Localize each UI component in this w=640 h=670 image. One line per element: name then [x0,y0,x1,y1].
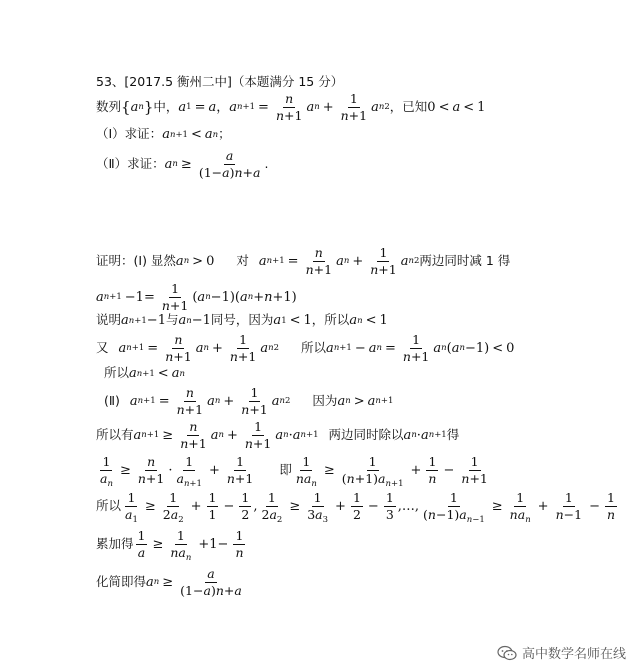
explain-b: 与 [165,312,179,328]
dui-text: 对 [236,252,249,268]
known-text: ，已知 [389,98,428,114]
solution-line-6: (Ⅱ) a n+1 = $\frac{n}{n+1}$ a n + $\frac{1}{n+1}$ a n 2 因为 a n > a n+1 [104,385,394,417]
de-text: 得 [446,426,460,442]
solution-line-2: a n+1 −1= $\frac{1}{n+1}$ ( a n −1)( a n + n +1) [96,281,297,313]
suoyi-text: 所以 [301,339,327,355]
explain-d: ，所以 [311,312,350,328]
proof-label: 证明：(Ⅰ) 显然 [96,252,176,268]
ji-text: 即 [279,461,292,477]
sum-text: 累加得 [96,535,134,551]
watermark [497,643,626,662]
solution-line-8: $\frac{1}{a_n}$ ≥ $\frac{n}{n+1}$ · $\frac{1}{a_{n+1}}$ + $\frac{1}{n+1}$ 即 $\frac{1}{na_n}$ ≥ $\frac{1}{(n+1)a_{n+1}}$ + $\frac{1}{n}$ − $\frac{1}{n+1}$ [100,454,488,489]
solution-line-9: 所以 $\frac{1}{a_1}$ ≥ $\frac{1}{2a_2}$ + $\frac{1}{1}$ − $\frac{1}{2}$ , $\frac{1}{2a_2}$ ≥ $\frac{1}{3a_3}$ + $\frac{1}{2}$ − $\frac{1}{3}$ ,…, $\frac{1}{(n-1)a_{n-1}}$ ≥ $\frac{1}{na_n}$ + $\frac{1}{n-1}$ − $\frac{1}{n}$ [96,490,616,525]
simplify-text: 化简即得 [96,573,147,589]
part2-tail: . [264,155,269,171]
because-text: 因为 [312,392,338,408]
subtract-text: 两边同时减 1 得 [419,252,511,268]
problem-header [96,76,343,89]
conclude1-text: 所以 [104,365,130,381]
solution-line-7: 所以有 a n+1 ≥ $\frac{n}{n+1}$ a n + $\frac{1}{n+1}$ a n · a n+1 两边同时除以 a n · a n+1 得 [96,419,460,451]
explain-c: 同号，因为 [210,312,274,328]
part1-tail: ； [218,126,231,142]
solution-line-3: 说明 a n+1 −1 与 a n −1 同号，因为 a 1 < 1 ，所以 a n < 1 [96,312,388,328]
part1-label: （Ⅰ）求证： [96,126,163,142]
solution-line-4: 又 a n+1 = $\frac{n}{n+1}$ a n + $\frac{1}{n+1}$ a n 2 所以 a n+1 − a n = $\frac{1}{n+1}$ a n ( a n −1) < 0 [96,332,515,364]
problem-intro: 数列 { a n } 中， a 1 = a ， a n+1 = $\frac{n}{n+1}$ a n + $\frac{1}{n+1}$ a n 2 ，已知 0 < a < 1 [96,91,486,123]
solution-line-5: 所以 a n+1 < a n [104,365,185,381]
intro-text-b: 中， [153,98,179,114]
solution-line-1: 证明：(Ⅰ) 显然 a n > 0 对 a n+1 = $\frac{n}{n+1}$ a n + $\frac{1}{n+1}$ a n 2 两边同时减 1 得 [96,245,511,277]
problem-header-text: 53、[2017.5 衡州二中]（本题满分 15 分） [96,74,344,89]
intro-text-a: 数列 [96,98,122,114]
suoyi-you-text: 所以有 [96,426,134,442]
wechat-icon [497,645,517,661]
part2-label: （Ⅱ）求证： [96,155,165,171]
you-text: 又 [96,339,109,355]
watermark-text: 高中数学名师在线 [521,647,626,662]
solution-line-10: 累加得 $\frac{1}{a}$ ≥ $\frac{1}{na_n}$ +1− $\frac{1}{n}$ [96,528,244,563]
problem-part1: （Ⅰ）求证： a n+1 < a n ； [96,126,231,142]
explain-a: 说明 [96,312,122,328]
divide-text: 两边同时除以 [328,426,404,442]
solution-line-11: 化简即得 a n ≥ $\frac{a}{(1-a)n+a}$ [96,566,242,598]
problem-part2: （Ⅱ）求证： a n ≥ $\frac{a}{(1-a)n+a}$ . [96,148,269,180]
suoyi2-text: 所以 [96,497,122,513]
sol-part2-label: (Ⅱ) [104,392,120,408]
